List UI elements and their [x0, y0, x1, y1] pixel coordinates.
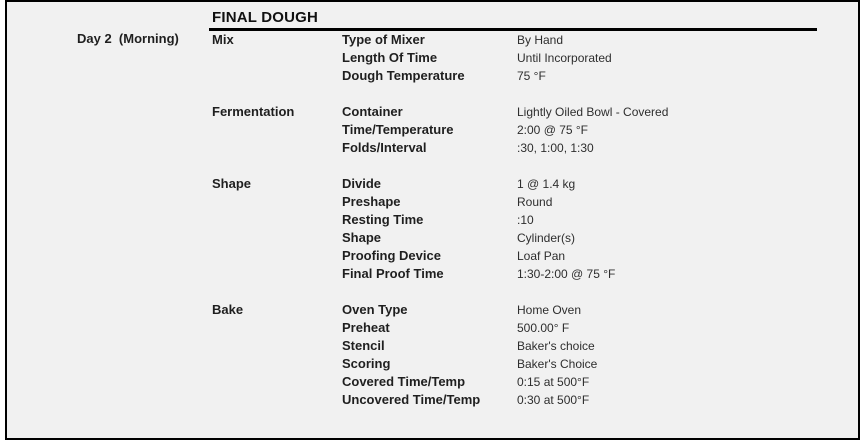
field-label: Stencil	[342, 338, 385, 353]
field-value: By Hand	[517, 33, 564, 47]
field-row	[212, 265, 857, 283]
field-row	[212, 211, 857, 229]
field-value: 75 °F	[517, 69, 546, 83]
field-value: 2:00 @ 75 °F	[517, 123, 589, 137]
field-row	[212, 193, 857, 211]
section-name: Shape	[212, 176, 252, 191]
field-row	[212, 103, 857, 121]
field-label: Container	[342, 104, 403, 119]
field-label: Length Of Time	[342, 50, 438, 65]
section-name: Fermentation	[212, 104, 295, 119]
section-name: Bake	[212, 302, 244, 317]
field-label: Preshape	[342, 194, 401, 209]
field-row	[212, 229, 857, 247]
field-row	[212, 301, 857, 319]
section-mix	[212, 31, 857, 85]
field-row	[212, 373, 857, 391]
recipe-sheet	[5, 0, 860, 440]
field-label: Final Proof Time	[342, 266, 444, 281]
field-value: 0:15 at 500°F	[517, 375, 590, 389]
field-value: Baker's choice	[517, 339, 595, 353]
field-label: Time/Temperature	[342, 122, 454, 137]
field-value: 0:30 at 500°F	[517, 393, 590, 407]
field-row	[212, 337, 857, 355]
field-row	[212, 247, 857, 265]
field-label: Proofing Device	[342, 248, 441, 263]
field-value: Lightly Oiled Bowl - Covered	[517, 105, 669, 119]
field-value: 500.00° F	[517, 321, 570, 335]
field-label: Dough Temperature	[342, 68, 465, 83]
field-label: Resting Time	[342, 212, 424, 227]
page-title: FINAL DOUGH	[212, 9, 319, 26]
field-label: Folds/Interval	[342, 140, 427, 155]
field-label: Divide	[342, 176, 382, 191]
field-row	[212, 175, 857, 193]
field-value: 1 @ 1.4 kg	[517, 177, 576, 191]
field-value: Home Oven	[517, 303, 582, 317]
section-bake	[212, 301, 857, 409]
field-row	[212, 319, 857, 337]
field-row	[212, 49, 857, 67]
field-label: Type of Mixer	[342, 32, 425, 47]
section-shape	[212, 175, 857, 283]
recipe-table	[212, 31, 857, 427]
field-value: :10	[517, 213, 534, 227]
field-value: Round	[517, 195, 553, 209]
day-label: Day 2 (Morning)	[77, 31, 179, 46]
field-row	[212, 139, 857, 157]
field-value: Baker's Choice	[517, 357, 598, 371]
field-row	[212, 391, 857, 409]
field-label: Preheat	[342, 320, 390, 335]
field-value: Loaf Pan	[517, 249, 566, 263]
field-label: Uncovered Time/Temp	[342, 392, 481, 407]
field-row	[212, 121, 857, 139]
field-row	[212, 31, 857, 49]
field-value: Cylinder(s)	[517, 231, 576, 245]
field-row	[212, 355, 857, 373]
field-label: Covered Time/Temp	[342, 374, 466, 389]
field-value: 1:30-2:00 @ 75 °F	[517, 267, 616, 281]
field-label: Shape	[342, 230, 382, 245]
field-row	[212, 67, 857, 85]
field-label: Oven Type	[342, 302, 408, 317]
field-value: :30, 1:00, 1:30	[517, 141, 594, 155]
section-name: Mix	[212, 32, 234, 47]
section-fermentation	[212, 103, 857, 157]
field-value: Until Incorporated	[517, 51, 612, 65]
field-label: Scoring	[342, 356, 391, 371]
